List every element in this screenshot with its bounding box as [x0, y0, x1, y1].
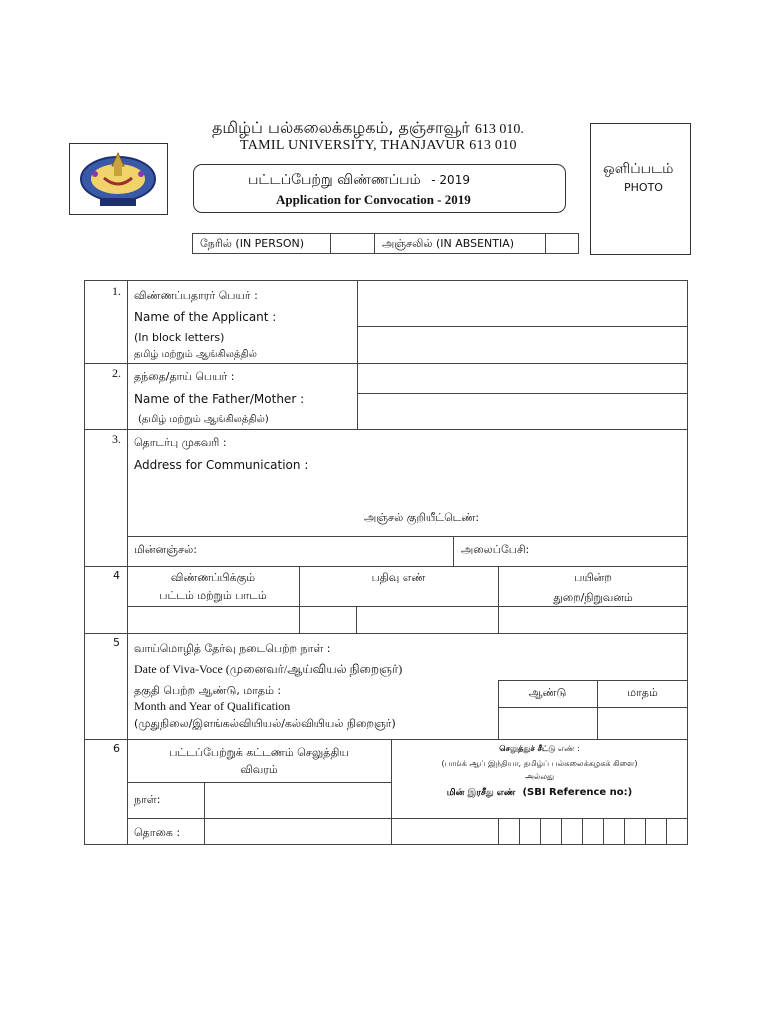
viva-date-field[interactable] [390, 637, 686, 657]
course-field[interactable] [128, 607, 299, 633]
reg-no-field-2[interactable] [357, 607, 498, 633]
viva-label-english [134, 662, 402, 678]
reg-no-label: பதிவு எண் [371, 571, 426, 584]
mobile-label: அலைப்பேசி: [461, 543, 530, 556]
photo-label-english: PHOTO [624, 181, 663, 194]
form-title-year: - 2019 [431, 173, 470, 187]
applicant-name-note: (In block letters) [134, 331, 225, 344]
or-label: அல்லது [524, 772, 555, 781]
applicant-name-label-tamil: விண்ணப்பதாரர் பெயர் : [134, 289, 258, 302]
ereceipt-label: மின் இரசீது எண் [446, 788, 516, 798]
applicant-name-label-english: Name of the Applicant : [134, 310, 277, 324]
university-title-tamil [212, 118, 524, 139]
parent-name-label-tamil: தந்தை/தாய் பெயர் : [134, 370, 235, 383]
form-title-english: Application for Convocation - 2019 [276, 192, 471, 207]
qual-label-tamil: தகுதி பெற்ற ஆண்டு, மாதம் : [134, 684, 282, 697]
challan-label: செலுத்துச் சீட்டு [499, 744, 556, 753]
parent-name-tamil-field[interactable] [358, 364, 687, 393]
mode-in-absentia: அஞ்சலில் (IN ABSENTIA) [382, 237, 515, 250]
mode-in-person-checkbox[interactable] [331, 234, 374, 253]
form-title-tamil-line [248, 172, 470, 190]
reg-no-field-1[interactable] [300, 607, 356, 633]
qual-year-field[interactable] [499, 708, 596, 739]
logo-text [167, 144, 168, 145]
address-field[interactable] [134, 476, 684, 510]
pincode-label: அஞ்சல் குறியீட்டெண்: [364, 511, 480, 524]
parent-name-lang: (தமிழ் மற்றும் ஆங்கிலத்தில்) [138, 414, 269, 425]
challan-suffix: எண் : [558, 744, 580, 753]
university-logo [69, 143, 168, 215]
sbi-reference-label: (SBI Reference no:) [522, 787, 633, 798]
emblem-icon [70, 144, 167, 214]
ereceipt-line [391, 787, 688, 799]
mode-in-person: நேரில் (IN PERSON) [200, 237, 305, 250]
email-label: மின்னஞ்சல்: [134, 543, 197, 556]
form-title-tamil: பட்டப்பேற்று விண்ணப்பம் [248, 172, 421, 188]
challan-line [391, 744, 688, 754]
applicant-name-english-field[interactable] [358, 327, 687, 363]
fee-amount-field[interactable] [205, 819, 391, 845]
photo-label-tamil: ஒளிப்படம் [603, 161, 674, 177]
dept-label-line1: பயின்ற [574, 571, 612, 584]
qual-month-field[interactable] [598, 708, 687, 739]
qual-month-label: மாதம் [627, 686, 658, 699]
dept-label-line2: துறை/நிறுவனம் [553, 591, 633, 604]
course-label-line1: விண்ணப்பிக்கும் [170, 571, 256, 584]
row3-number: 3. [112, 432, 121, 446]
mode-in-absentia-checkbox[interactable] [546, 234, 579, 253]
row2-number: 2. [112, 366, 121, 380]
bank-label: (பாங்க் ஆப் இந்தியா, தமிழ்ப் பல்கலைக்கழகக் கிளை) [441, 759, 638, 768]
fee-label-line1: பட்டப்பேற்றுக் கட்டணம் செலுத்திய [169, 746, 349, 759]
viva-label-tamil: வாய்மொழித் தேர்வு நடைபெற்ற நாள் : [134, 642, 331, 655]
fee-date-label: நாள்: [134, 793, 161, 806]
row5-number: 5 [113, 636, 120, 649]
viva-label-english-text: Date of Viva-Voce (முனைவர்/ஆய்வியல் நிறைஞர்) [134, 662, 403, 676]
row1-number: 1. [112, 284, 121, 298]
fee-date-field[interactable] [205, 783, 391, 818]
title-tamil-pin: 613 010. [474, 122, 524, 137]
university-title-english: TAMIL UNIVERSITY, THANJAVUR 613 010 [240, 138, 517, 153]
qual-label-english: Month and Year of Qualification [134, 699, 291, 713]
row4-number: 4 [113, 569, 120, 582]
applicant-name-tamil-field[interactable] [358, 281, 687, 326]
title-tamil: தமிழ்ப் பல்கலைக்கழகம், தஞ்சாவூர் [212, 118, 470, 137]
address-label-english: Address for Communication : [134, 458, 309, 472]
fee-amount-label: தொகை : [134, 826, 181, 839]
address-label-tamil: தொடர்பு முகவரி : [134, 436, 227, 449]
dept-field[interactable] [499, 607, 687, 633]
challan-number-field[interactable] [499, 819, 687, 845]
qual-note: (முதுநிலை/இளங்கல்வியியல்/கல்வியியல் நிறைஞர்) [134, 717, 396, 730]
course-label-line2: பட்டம் மற்றும் பாடம் [159, 589, 267, 602]
email-field[interactable] [210, 537, 452, 566]
parent-name-english-field[interactable] [358, 394, 687, 429]
qual-year-label: ஆண்டு [528, 686, 567, 699]
parent-name-label-english: Name of the Father/Mother : [134, 392, 305, 406]
row6-number: 6 [113, 742, 120, 755]
mobile-field[interactable] [540, 537, 687, 566]
fee-label-line2: விவரம் [240, 763, 278, 776]
applicant-name-lang: தமிழ் மற்றும் ஆங்கிலத்தில் [134, 349, 257, 360]
